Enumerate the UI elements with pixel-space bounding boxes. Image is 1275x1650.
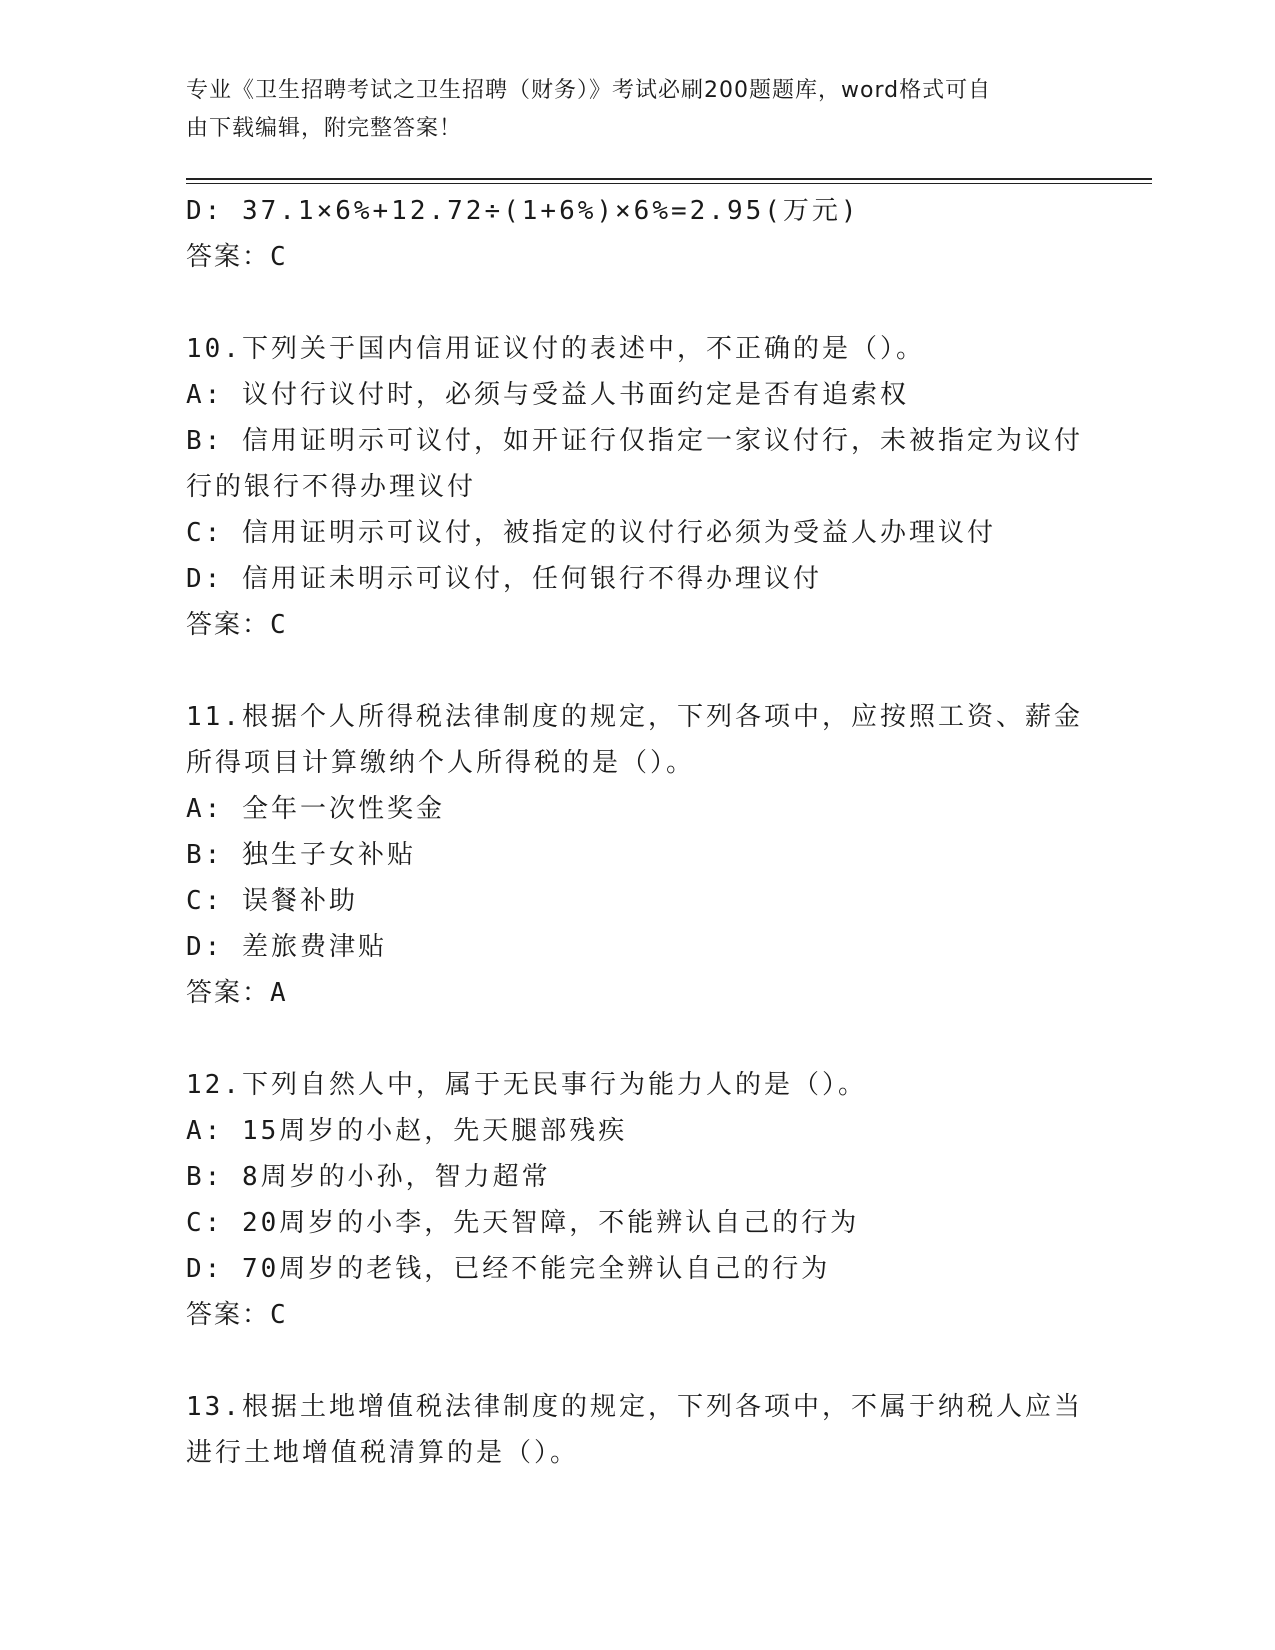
answer-label: 答案： xyxy=(186,610,271,640)
answer xyxy=(186,970,1086,1016)
option-a: A: 议付行议付时，必须与受益人书面约定是否有追索权 xyxy=(186,380,909,410)
document-header xyxy=(186,72,1066,148)
question-content xyxy=(186,188,1086,1476)
question-11 xyxy=(186,694,1086,1016)
question-stem: 10.下列关于国内信用证议付的表述中，不正确的是（）。 xyxy=(186,334,925,364)
answer-value: C xyxy=(270,610,288,640)
answer xyxy=(186,1292,1086,1338)
spacer xyxy=(186,1338,1086,1384)
question-stem: 12.下列自然人中，属于无民事行为能力人的是（）。 xyxy=(186,1070,867,1100)
option-c: C: 20周岁的小李，先天智障，不能辨认自己的行为 xyxy=(186,1208,860,1238)
header-line-1: 专业《卫生招聘考试之卫生招聘（财务）》考试必刷200题题库，word格式可自 xyxy=(186,78,992,103)
question-stem: 11.根据个人所得税法律制度的规定，下列各项中，应按照工资、薪金 xyxy=(186,702,1083,732)
question-10 xyxy=(186,326,1086,648)
header-line-2: 由下载编辑，附完整答案！ xyxy=(186,116,463,141)
option-a: A: 15周岁的小赵，先天腿部残疾 xyxy=(186,1116,628,1146)
option-c: C: 信用证明示可议付，被指定的议付行必须为受益人办理议付 xyxy=(186,518,996,548)
answer-label: 答案： xyxy=(186,242,271,272)
question-13 xyxy=(186,1384,1086,1476)
answer-label: 答案： xyxy=(186,978,271,1008)
option-c: C: 误餐补助 xyxy=(186,886,358,916)
option-d: D: 70周岁的老钱，已经不能完全辨认自己的行为 xyxy=(186,1254,831,1284)
spacer xyxy=(186,648,1086,694)
option-b-continued: 行的银行不得办理议付 xyxy=(186,472,477,502)
option-b: B: 信用证明示可议付，如开证行仅指定一家议付行，未被指定为议付 xyxy=(186,426,1083,456)
question-12 xyxy=(186,1062,1086,1338)
header-divider-thick xyxy=(186,178,1152,180)
option-b: B: 8周岁的小孙，智力超常 xyxy=(186,1162,551,1192)
question-stem: 13.根据土地增值税法律制度的规定，下列各项中，不属于纳税人应当 xyxy=(186,1392,1083,1422)
answer-label: 答案： xyxy=(186,1300,271,1330)
question-stem-continued: 所得项目计算缴纳个人所得税的是（）。 xyxy=(186,748,696,778)
option-a: A: 全年一次性奖金 xyxy=(186,794,445,824)
option-d: D: 差旅费津贴 xyxy=(186,932,387,962)
option-b: B: 独生子女补贴 xyxy=(186,840,416,870)
answer-value: C xyxy=(270,1300,288,1330)
question-stem-continued: 进行土地增值税清算的是（）。 xyxy=(186,1438,580,1468)
prev-answer xyxy=(186,234,1086,280)
spacer xyxy=(186,1016,1086,1062)
answer-value: C xyxy=(270,242,288,272)
header-divider-thin xyxy=(186,183,1152,184)
option-d: D: 信用证未明示可议付，任何银行不得办理议付 xyxy=(186,564,822,594)
prev-option-d: D: 37.1×6%+12.72÷(1+6%)×6%=2.95(万元) xyxy=(186,196,860,226)
answer xyxy=(186,602,1086,648)
answer-value: A xyxy=(270,978,288,1008)
spacer xyxy=(186,280,1086,326)
